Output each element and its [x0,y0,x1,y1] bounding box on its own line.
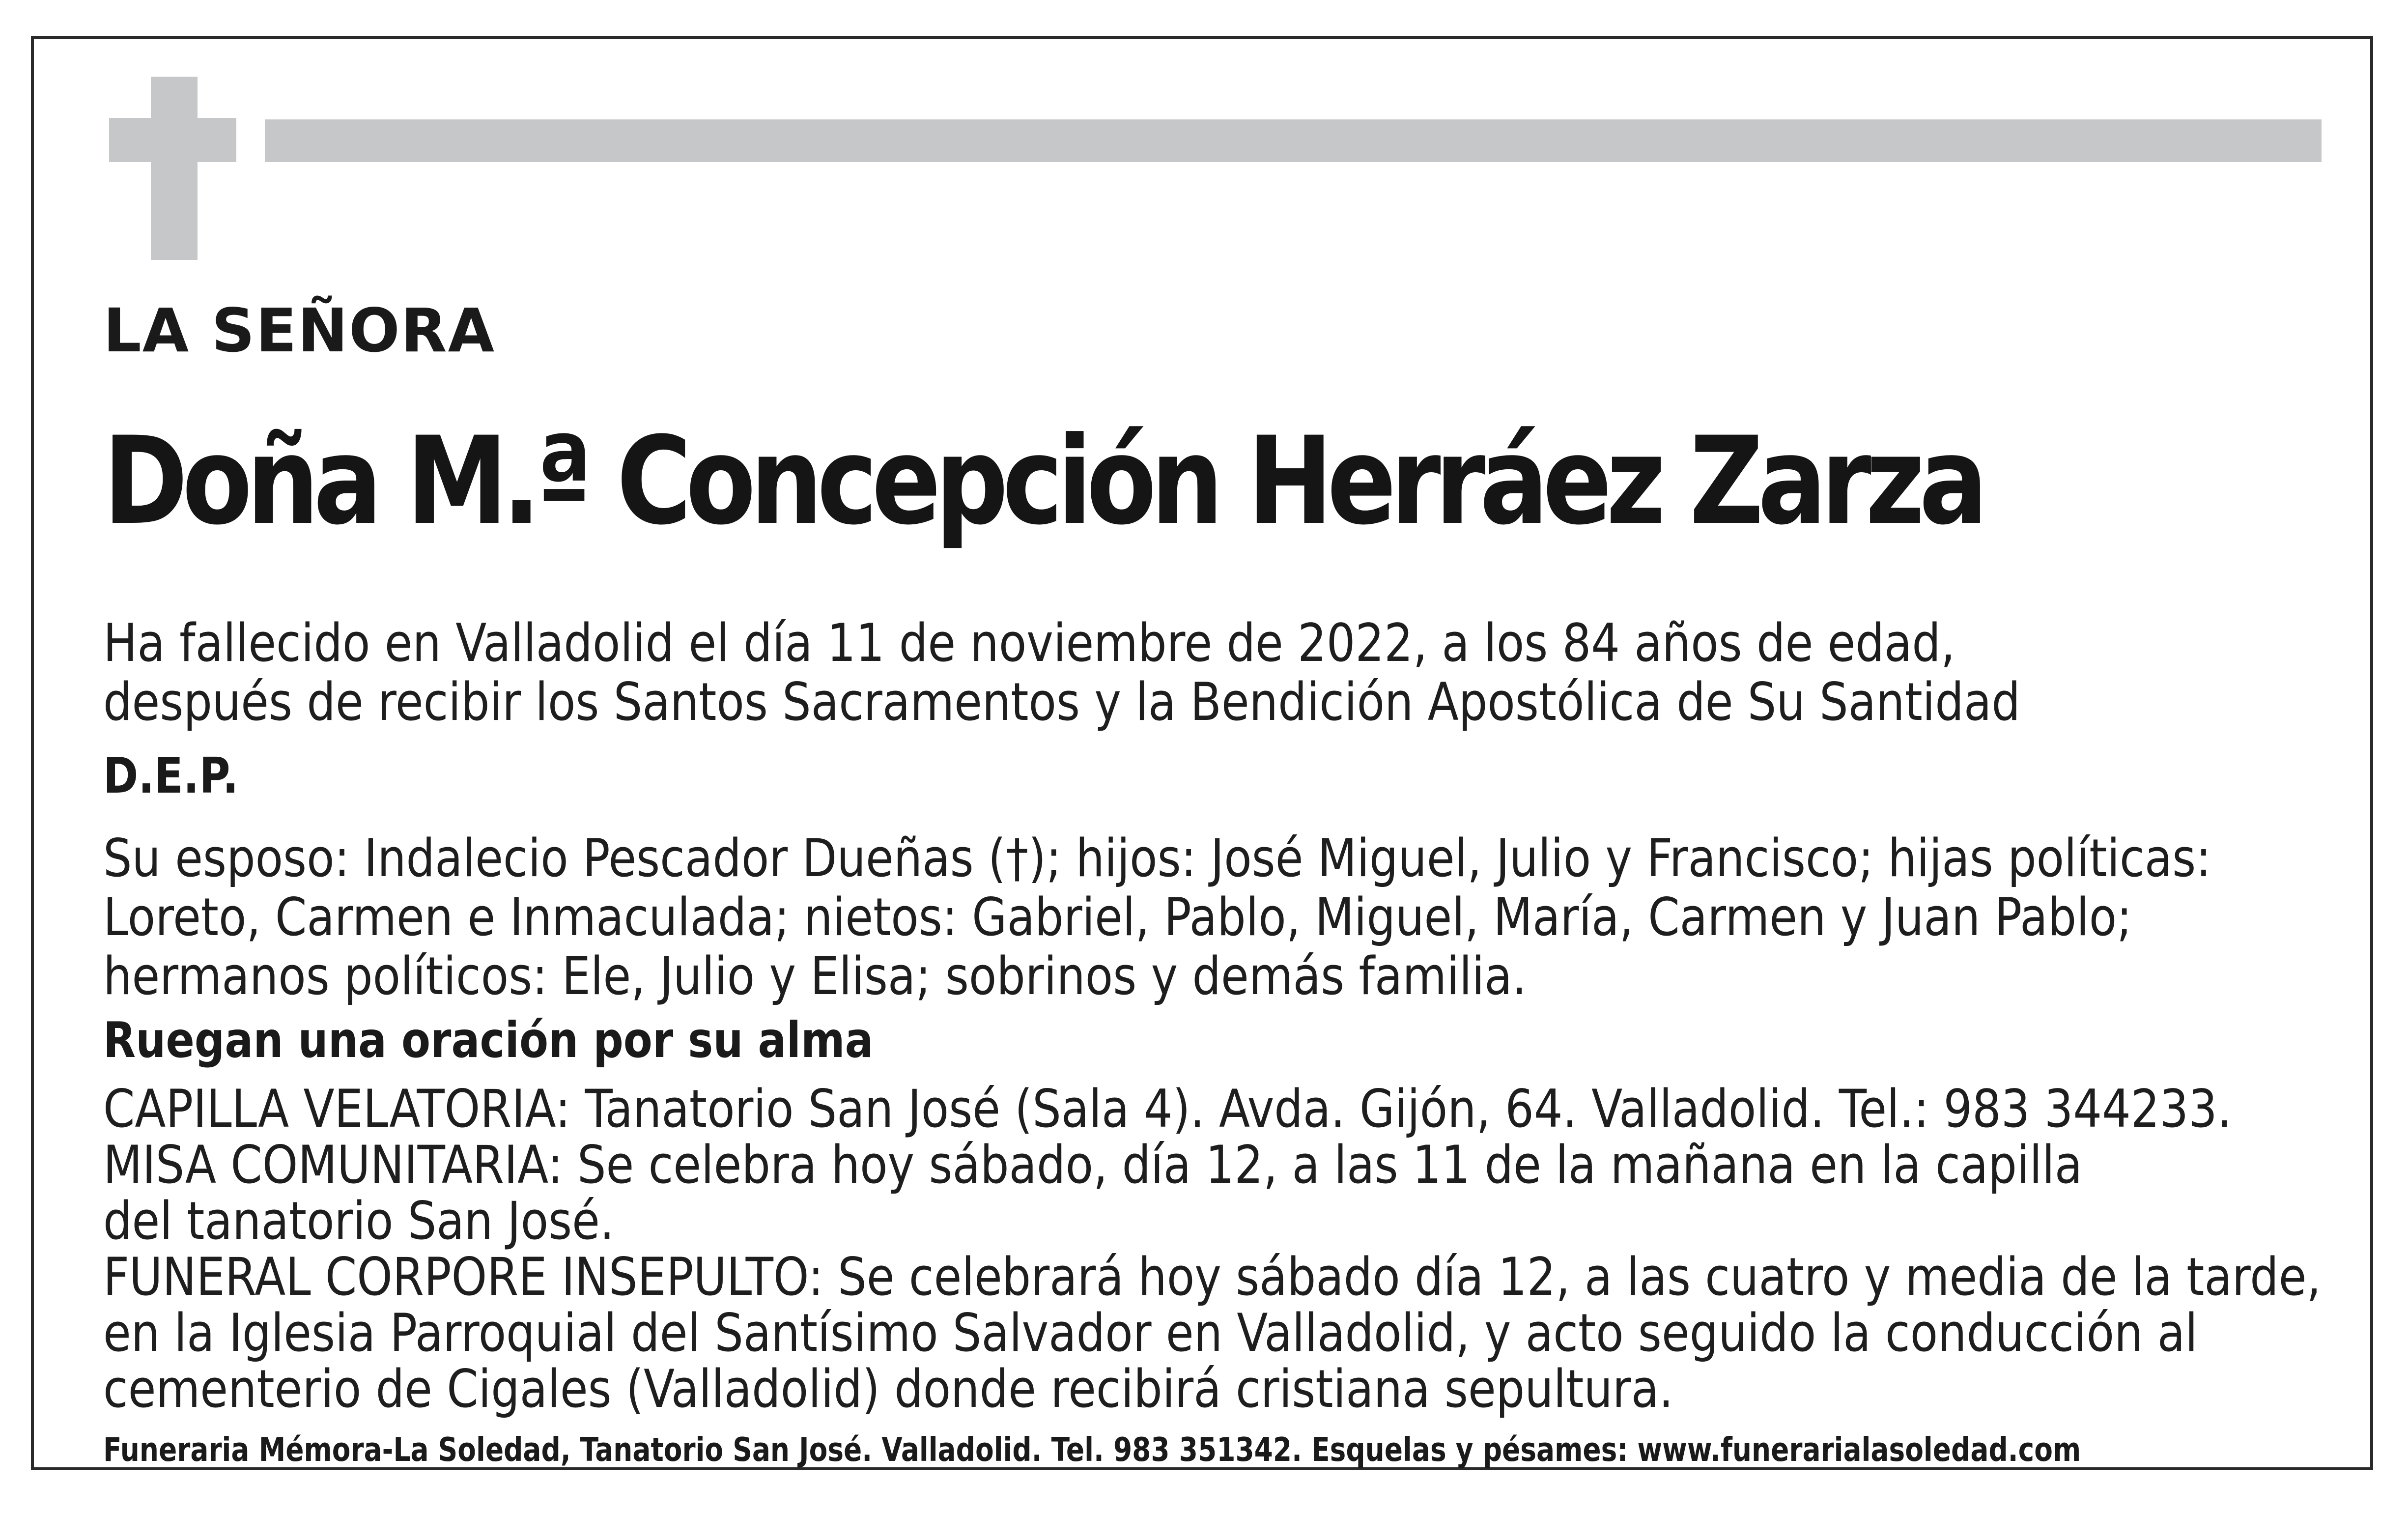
funeral-home-footer: Funeraria Mémora-La Soledad, Tanatorio San José. Valladolid. Tel. 983 351342. Esquelas y pésames: www.funerarialasoledad.com [103,1430,2081,1469]
service-line: CAPILLA VELATORIA: Tanatorio San José (Sala 4). Avda. Gijón, 64. Valladolid. Tel.: 983 344233. [103,1079,2232,1139]
service-line: cementerio de Cigales (Valladolid) donde recibirá cristiana sepultura. [103,1359,1673,1419]
service-line: MISA COMUNITARIA: Se celebra hoy sábado, día 12, a las 11 de la mañana en la capilla [103,1135,2083,1195]
service-line: en la Iglesia Parroquial del Santísimo Salvador en Valladolid, y acto seguido la conducción al [103,1303,2198,1363]
family-line: Su esposo: Indalecio Pescador Dueñas (†); hijos: José Miguel, Julio y Francisco; hijas políticas: [103,828,2211,888]
death-announcement-line: Ha fallecido en Valladolid el día 11 de noviembre de 2022, a los 84 años de edad, [103,613,1955,673]
service-line: del tanatorio San José. [103,1191,615,1251]
death-announcement-line: después de recibir los Santos Sacramentos y la Bendición Apostólica de Su Santidad [103,672,2020,732]
service-line: FUNERAL CORPORE INSEPULTO: Se celebrará hoy sábado día 12, a las cuatro y media de la tarde, [103,1247,2321,1307]
header-rule [265,119,2322,162]
cross-icon-vertical-beam [151,77,198,260]
cross-icon-horizontal-beam [109,118,236,162]
prayer-request: Ruegan una oración por su alma [103,1011,874,1069]
rip-label: D.E.P. [103,747,239,804]
salutation-heading: LA SEÑORA [103,296,496,366]
deceased-name: Doña M.ª Concepción Herráez Zarza [103,411,1983,552]
family-line: Loreto, Carmen e Inmaculada; nietos: Gabriel, Pablo, Miguel, María, Carmen y Juan Pablo; [103,887,2132,947]
family-line: hermanos políticos: Ele, Julio y Elisa; sobrinos y demás familia. [103,946,1527,1006]
